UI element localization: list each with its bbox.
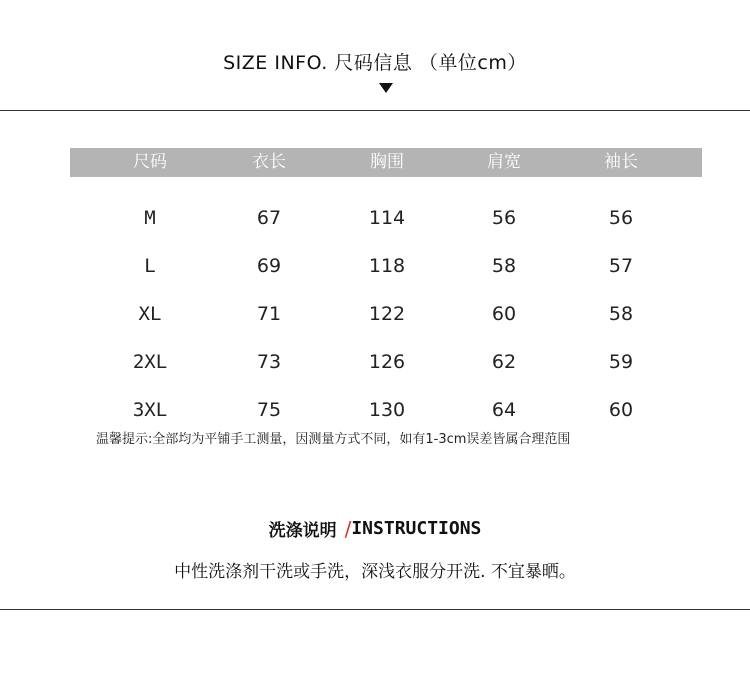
table-cell-size: XL [138,303,162,325]
table-cell-sleeve: 59 [608,351,634,373]
column-header-size: 尺码 [133,152,167,172]
table-row [0,395,750,425]
table-cell-shoulder: 56 [491,207,517,229]
table-row [0,299,750,329]
table-cell-size: 3XL [132,399,168,421]
triangle-down-icon [379,83,393,93]
table-cell-shoulder: 58 [491,255,517,277]
table-cell-sleeve: 58 [608,303,634,325]
table-cell-length: 73 [256,351,282,373]
table-cell-sleeve: 60 [608,399,634,421]
table-cell-chest: 122 [368,303,406,325]
table-cell-length: 69 [256,255,282,277]
table-cell-chest: 118 [368,255,406,277]
column-header-shoulder: 肩宽 [487,152,521,172]
table-cell-sleeve: 57 [608,255,634,277]
washing-title-slash: / [344,516,352,541]
washing-title-cn: 洗涤说明 [268,521,337,541]
table-cell-length: 67 [256,207,282,229]
measurement-note: 温馨提示:全部均为平铺手工测量，因测量方式不同，如有1-3cm误差皆属合理范围 [96,432,571,447]
table-cell-chest: 130 [368,399,406,421]
table-cell-chest: 126 [368,351,406,373]
table-cell-shoulder: 60 [491,303,517,325]
table-row [0,347,750,377]
table-cell-size: L [144,255,156,277]
washing-description: 中性洗涤剂干洗或手洗，深浅衣服分开洗. 不宜暴晒。 [174,562,576,582]
table-cell-shoulder: 62 [491,351,517,373]
table-cell-size: 2XL [132,351,168,373]
page-title: SIZE INFO. 尺码信息 （单位cm） [223,52,527,74]
size-table-header [70,148,702,177]
column-header-chest: 胸围 [370,152,404,172]
column-header-length: 衣长 [252,152,286,172]
column-header-sleeve: 袖长 [604,152,638,172]
table-cell-length: 71 [256,303,282,325]
table-row [0,251,750,281]
top-divider [0,110,750,111]
bottom-divider [0,609,750,610]
table-row [0,203,750,233]
table-cell-length: 75 [256,399,282,421]
table-cell-size: M [144,207,156,229]
table-cell-shoulder: 64 [491,399,517,421]
table-cell-chest: 114 [368,207,406,229]
washing-title-en: INSTRUCTIONS [351,518,482,539]
washing-title [0,516,750,541]
table-cell-sleeve: 56 [608,207,634,229]
